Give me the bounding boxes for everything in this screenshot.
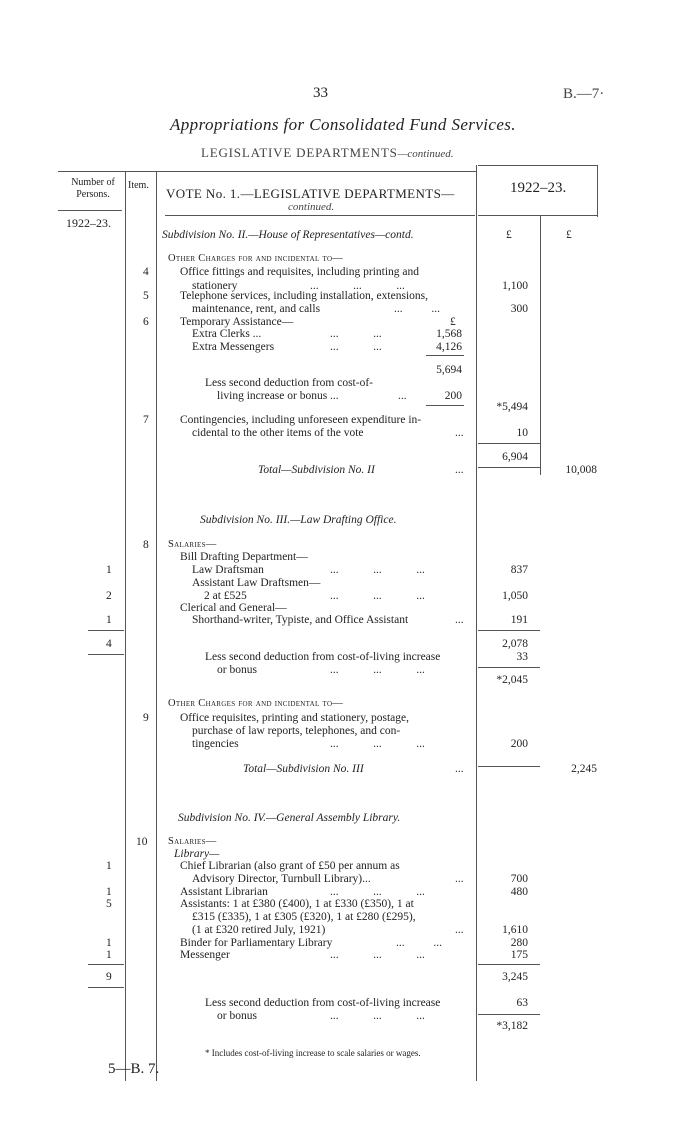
messenger-label: Messenger <box>180 949 230 961</box>
pound-column-2: £ <box>566 229 572 241</box>
assistants-line-3: (1 at £320 retired July, 1921) <box>192 924 326 936</box>
subdivision-3-total-label: Total—Subdivision No. III <box>243 763 364 775</box>
item-5-amount: 300 <box>510 303 528 315</box>
item-number-4: 4 <box>143 266 149 278</box>
subdivision-3-persons-total: 4 <box>106 638 112 650</box>
subdivision-4-less-line-1: Less second deduction from cost-of-living increase <box>205 997 441 1009</box>
footnote: * Includes cost-of-living increase to scale salaries or wages. <box>205 1048 421 1058</box>
subdivision-3-less-line-2: or bonus <box>217 664 257 676</box>
other-charges-heading: Other Charges for and incidental to— <box>168 253 344 264</box>
item-7-line-2: cidental to the other items of the vote <box>192 427 364 439</box>
clerical-label: Clerical and General— <box>180 602 287 614</box>
column-header-number-of-persons: Number of Persons. <box>71 177 115 200</box>
less-deduction-line-1: Less second deduction from cost-of- <box>205 377 373 389</box>
subdivision-4-salaries-subtotal: 3,245 <box>502 971 528 983</box>
item-5-line-2: maintenance, rent, and calls <box>192 303 321 315</box>
item-4-amount: 1,100 <box>502 280 528 292</box>
shorthand-writer-label: Shorthand-writer, Typiste, and Office Assistant <box>192 614 409 626</box>
assistant-draftsmen-amount: 1,050 <box>502 590 528 602</box>
other-charges-heading-3: Other Charges for and incidental to— <box>168 698 344 709</box>
assistant-draftsmen-rate: 2 at £525 <box>204 590 247 602</box>
extra-clerks-label: Extra Clerks ... <box>192 328 262 340</box>
subdivision-2-heading: Subdivision No. II.—House of Representatives—contd. <box>162 229 414 241</box>
year-left: 1922–23. <box>66 216 111 230</box>
assistants-line-2: £315 (£335), 1 at £305 (£320), 1 at £280 (£295), <box>192 911 416 923</box>
page-number: 33 <box>313 85 328 101</box>
less-deduction-amount: 200 <box>444 390 462 402</box>
pound-column-1: £ <box>506 229 512 241</box>
item-9-line-1: Office requisites, printing and stationery, postage, <box>180 712 409 724</box>
subdivision-4-persons-total: 9 <box>106 971 112 983</box>
item-9-amount: 200 <box>510 738 528 750</box>
subdivision-3-heading: Subdivision No. III.—Law Drafting Office. <box>200 514 397 526</box>
assistants-line-1: Assistants: 1 at £380 (£400), 1 at £330 (£350), 1 at <box>180 898 414 910</box>
item-number-6: 6 <box>143 316 149 328</box>
messenger-count: 1 <box>106 949 112 961</box>
shorthand-writer-amount: 191 <box>510 614 528 626</box>
chief-librarian-line-2: Advisory Director, Turnbull Library)... <box>192 873 371 885</box>
item-7-line-1: Contingencies, including unforeseen expenditure in- <box>180 414 422 426</box>
law-draftsman-amount: 837 <box>510 564 528 576</box>
item-9-line-3: tingencies <box>192 738 239 750</box>
binder-label: Binder for Parliamentary Library <box>180 937 333 949</box>
assistant-draftsmen-count: 2 <box>106 590 112 602</box>
item-number-10: 10 <box>136 836 148 848</box>
document-reference: B.—7· <box>563 86 605 102</box>
binder-count: 1 <box>106 937 112 949</box>
salaries-heading-4: Salaries— <box>168 836 217 847</box>
year-right: 1922–23. <box>510 180 567 196</box>
bill-drafting-label: Bill Drafting Department— <box>180 551 308 563</box>
subdivision-4-heading: Subdivision No. IV.—General Assembly Library. <box>178 812 401 824</box>
subdivision-3-net-salaries: *2,045 <box>496 674 528 686</box>
extra-messengers-label: Extra Messengers <box>192 341 275 353</box>
item-6-line-1: Temporary Assistance— <box>180 316 294 328</box>
subdivision-2-total-middle: 6,904 <box>502 451 528 463</box>
page-title: Appropriations for Consolidated Fund Services. <box>170 115 516 134</box>
item-4-line-1: Office fittings and requisites, including printing and <box>180 266 420 278</box>
item-number-9: 9 <box>143 712 149 724</box>
assistant-librarian-amount: 480 <box>510 886 528 898</box>
subdivision-2-total-label: Total—Subdivision No. II <box>258 464 375 476</box>
extra-clerks-amount: 1,568 <box>436 328 462 340</box>
item-7-amount: 10 <box>516 427 528 439</box>
assistant-librarian-count: 1 <box>106 886 112 898</box>
law-draftsman-label: Law Draftsman <box>192 564 264 576</box>
assistants-amount: 1,610 <box>502 924 528 936</box>
subdivision-3-less-amount: 33 <box>516 651 528 663</box>
item-number-7: 7 <box>143 414 149 426</box>
assistants-count: 5 <box>106 898 112 910</box>
chief-librarian-count: 1 <box>106 860 112 872</box>
vote-title: VOTE No. 1.—LEGISLATIVE DEPARTMENTS— <box>166 186 455 201</box>
salaries-heading: Salaries— <box>168 539 217 550</box>
item-5-line-1: Telephone services, including installation, extensions, <box>180 290 428 302</box>
assistant-draftsmen-label: Assistant Law Draftsmen— <box>192 577 321 589</box>
chief-librarian-amount: 700 <box>510 873 528 885</box>
item-number-5: 5 <box>143 290 149 302</box>
binder-amount: 280 <box>510 937 528 949</box>
subdivision-3-salaries-subtotal: 2,078 <box>502 638 528 650</box>
assistant-librarian-label: Assistant Librarian <box>180 886 268 898</box>
shorthand-writer-count: 1 <box>106 614 112 626</box>
less-deduction-line-2: living increase or bonus ... <box>217 390 339 402</box>
law-draftsman-count: 1 <box>106 564 112 576</box>
chief-librarian-line-1: Chief Librarian (also grant of £50 per annum as <box>180 860 400 872</box>
item-number-8: 8 <box>143 539 149 551</box>
item-9-line-2: purchase of law reports, telephones, and con- <box>192 725 401 737</box>
item-4-line-2: stationery <box>192 280 238 292</box>
messenger-amount: 175 <box>510 949 528 961</box>
vote-continued: continued. <box>288 201 335 213</box>
subdivision-3-less-line-1: Less second deduction from cost-of-living increase <box>205 651 441 663</box>
extra-messengers-amount: 4,126 <box>436 341 462 353</box>
page-footer: 5—B. 7. <box>108 1061 160 1077</box>
column-header-item: Item. <box>128 180 149 191</box>
library-label: Library— <box>174 848 220 860</box>
subdivision-3-total-amount: 2,245 <box>571 763 597 775</box>
subdivision-2-total-amount: 10,008 <box>565 464 597 476</box>
subdivision-4-less-amount: 63 <box>516 997 528 1009</box>
item-6-amount: *5,494 <box>496 401 528 413</box>
subdivision-4-less-line-2: or bonus <box>217 1010 257 1022</box>
item-6-pound: £ <box>450 316 456 328</box>
page-subtitle: LEGISLATIVE DEPARTMENTS—continued. <box>201 145 454 160</box>
subdivision-4-net-salaries: *3,182 <box>496 1020 528 1032</box>
temporary-assistance-subtotal: 5,694 <box>436 364 462 376</box>
